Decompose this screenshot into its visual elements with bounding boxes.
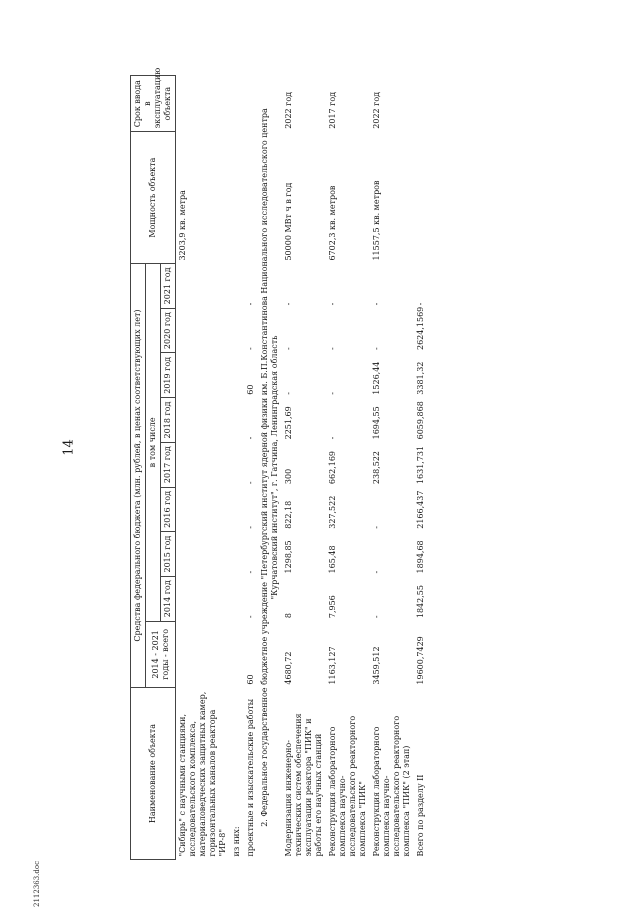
row-total	[176, 621, 231, 687]
row-total: 19600,7429	[416, 636, 425, 685]
row-year-value: -	[246, 526, 255, 529]
row-year-value: 60	[246, 384, 255, 395]
row-year-value: -	[328, 391, 337, 395]
header-year: 2020 год	[161, 308, 176, 353]
row-year-value: 238,522	[372, 450, 381, 485]
row-year-value: 165,48	[328, 545, 337, 574]
header-including: в том числе	[146, 264, 161, 622]
row-term	[176, 76, 231, 132]
row-year-value	[176, 264, 231, 309]
row-year-value: -	[328, 436, 337, 440]
row-year-value	[230, 308, 244, 353]
row-year-value: -	[246, 347, 255, 350]
row-year-value: 2624,1569	[416, 306, 425, 350]
rotated-table-page	[130, 67, 605, 860]
row-term: 2022 год	[284, 91, 293, 129]
section-title: 2. Федеральное государственное бюджетное учреждение "Петербургский институт ядерной физики им. Б.П.Константинова Национального исследовательского центра "Курчатовский институт", г. Гатчина, Ленинградская область	[260, 108, 279, 827]
row-year-value: -	[372, 570, 381, 574]
table-row-total	[414, 76, 428, 860]
row-term: 2022 год	[372, 91, 381, 129]
row-year-value: 1631,731	[416, 445, 425, 485]
row-year-value	[176, 353, 231, 398]
header-year: 2014 год	[161, 576, 176, 621]
header-total: 2014 - 2021 годы - всего	[146, 621, 176, 687]
row-year-value: -	[246, 481, 255, 485]
row-power: 6702,3 кв. метров	[328, 185, 337, 261]
row-year-value: 8	[284, 613, 293, 619]
row-year-value	[230, 398, 244, 443]
table-row	[282, 76, 326, 860]
row-year-value: -	[246, 302, 255, 306]
row-year-value	[176, 576, 231, 621]
header-year: 2017 год	[161, 442, 176, 487]
page-number: 14	[61, 439, 77, 456]
row-year-value	[230, 353, 244, 398]
row-year-value: -	[284, 302, 293, 306]
header-year: 2015 год	[161, 532, 176, 577]
row-year-value	[176, 487, 231, 532]
row-year-value: 1526,44	[372, 361, 381, 395]
row-year-value: 1298,85	[284, 540, 293, 574]
row-year-value: -	[372, 347, 381, 350]
row-term	[414, 76, 428, 132]
row-total: 1163,127	[328, 646, 337, 685]
table-row	[230, 76, 244, 860]
row-total	[230, 621, 244, 687]
table-row	[326, 76, 370, 860]
table-row	[176, 76, 231, 860]
header-year: 2019 год	[161, 353, 176, 398]
row-year-value	[176, 398, 231, 443]
row-year-value: 300	[284, 468, 293, 485]
row-term	[230, 76, 244, 132]
table-body	[176, 76, 429, 860]
row-year-value: 2251,69	[284, 406, 293, 440]
row-year-value	[230, 576, 244, 621]
header-term: Срок ввода в эксплуатацию объекта	[131, 76, 176, 132]
row-year-value: -	[372, 302, 381, 306]
row-year-value: 327,522	[328, 495, 337, 529]
row-year-value	[176, 308, 231, 353]
header-power: Мощность объекта	[131, 132, 176, 264]
row-name: Модернизация инженерно-технических систем обеспечения эксплуатации реактора "ПИК" и работы его научных станций	[284, 713, 323, 857]
row-name: Реконструкция лабораторного комплекса научно-исследовательского реакторного комплекса "ПИК"	[328, 715, 367, 857]
row-name: из них:	[232, 826, 241, 857]
row-year-value	[230, 532, 244, 577]
row-power: 50000 МВт ч в год	[284, 182, 293, 261]
row-year-value: -	[284, 347, 293, 350]
row-year-value: -	[372, 615, 381, 619]
row-power: 11557,5 кв. метров	[372, 180, 381, 261]
row-year-value: 822,18	[284, 500, 293, 529]
header-year: 2016 год	[161, 487, 176, 532]
row-year-value: 6059,868	[416, 401, 425, 440]
row-year-value: 3381,32	[416, 361, 425, 395]
row-name: проектные и изыскательские работы	[246, 698, 255, 857]
footer-doc-code: 2112363.doc	[33, 860, 41, 907]
row-power	[414, 132, 428, 264]
row-power: 3203,9 кв. метра	[178, 190, 187, 261]
row-year-value: -	[416, 302, 425, 306]
header-year: 2018 год	[161, 398, 176, 443]
table-row	[370, 76, 414, 860]
row-year-value: 1894,68	[416, 540, 425, 574]
row-power	[244, 132, 258, 264]
row-total: 4680,72	[284, 651, 293, 685]
row-year-value: 2166,437	[416, 490, 425, 529]
row-year-value	[230, 264, 244, 309]
row-year-value: 662,169	[328, 450, 337, 485]
row-year-value: 1694,55	[372, 406, 381, 440]
table-header	[131, 67, 176, 860]
section-row	[258, 76, 282, 860]
row-year-value: -	[328, 347, 337, 350]
row-year-value	[230, 442, 244, 487]
row-year-value: -	[372, 526, 381, 529]
budget-table	[130, 67, 428, 860]
row-name: "Сибирь" с научными станциями, исследовательского комплекса, материаловедческих защитных камер, горизонтальных каналов реактора "ИР-8"	[178, 691, 227, 857]
row-term: 2017 год	[328, 91, 337, 129]
table-row	[244, 76, 258, 860]
header-funds-group: Средства федерального бюджета (млн. рублей, в ценах соответствующих лет)	[131, 264, 146, 688]
row-year-value: -	[246, 436, 255, 440]
header-name: Наименование объекта	[131, 688, 176, 860]
row-year-value: -	[246, 570, 255, 574]
row-power	[230, 132, 244, 264]
row-total: 3459,512	[372, 646, 381, 685]
row-year-value: -	[284, 391, 293, 395]
row-name: Всего по разделу II	[416, 774, 425, 857]
row-year-value: 7,956	[328, 595, 337, 619]
row-term	[244, 76, 258, 132]
row-year-value: -	[246, 615, 255, 619]
row-year-value	[176, 442, 231, 487]
row-total: 60	[246, 674, 255, 685]
header-year: 2021 год	[161, 264, 176, 309]
row-year-value: -	[328, 302, 337, 306]
row-year-value: 1842,55	[416, 585, 425, 619]
row-name: Реконструкция лабораторного комплекса научно-исследовательского реакторного комплекса "ПИК" (2 этап)	[372, 715, 411, 857]
row-year-value	[176, 532, 231, 577]
row-year-value	[230, 487, 244, 532]
